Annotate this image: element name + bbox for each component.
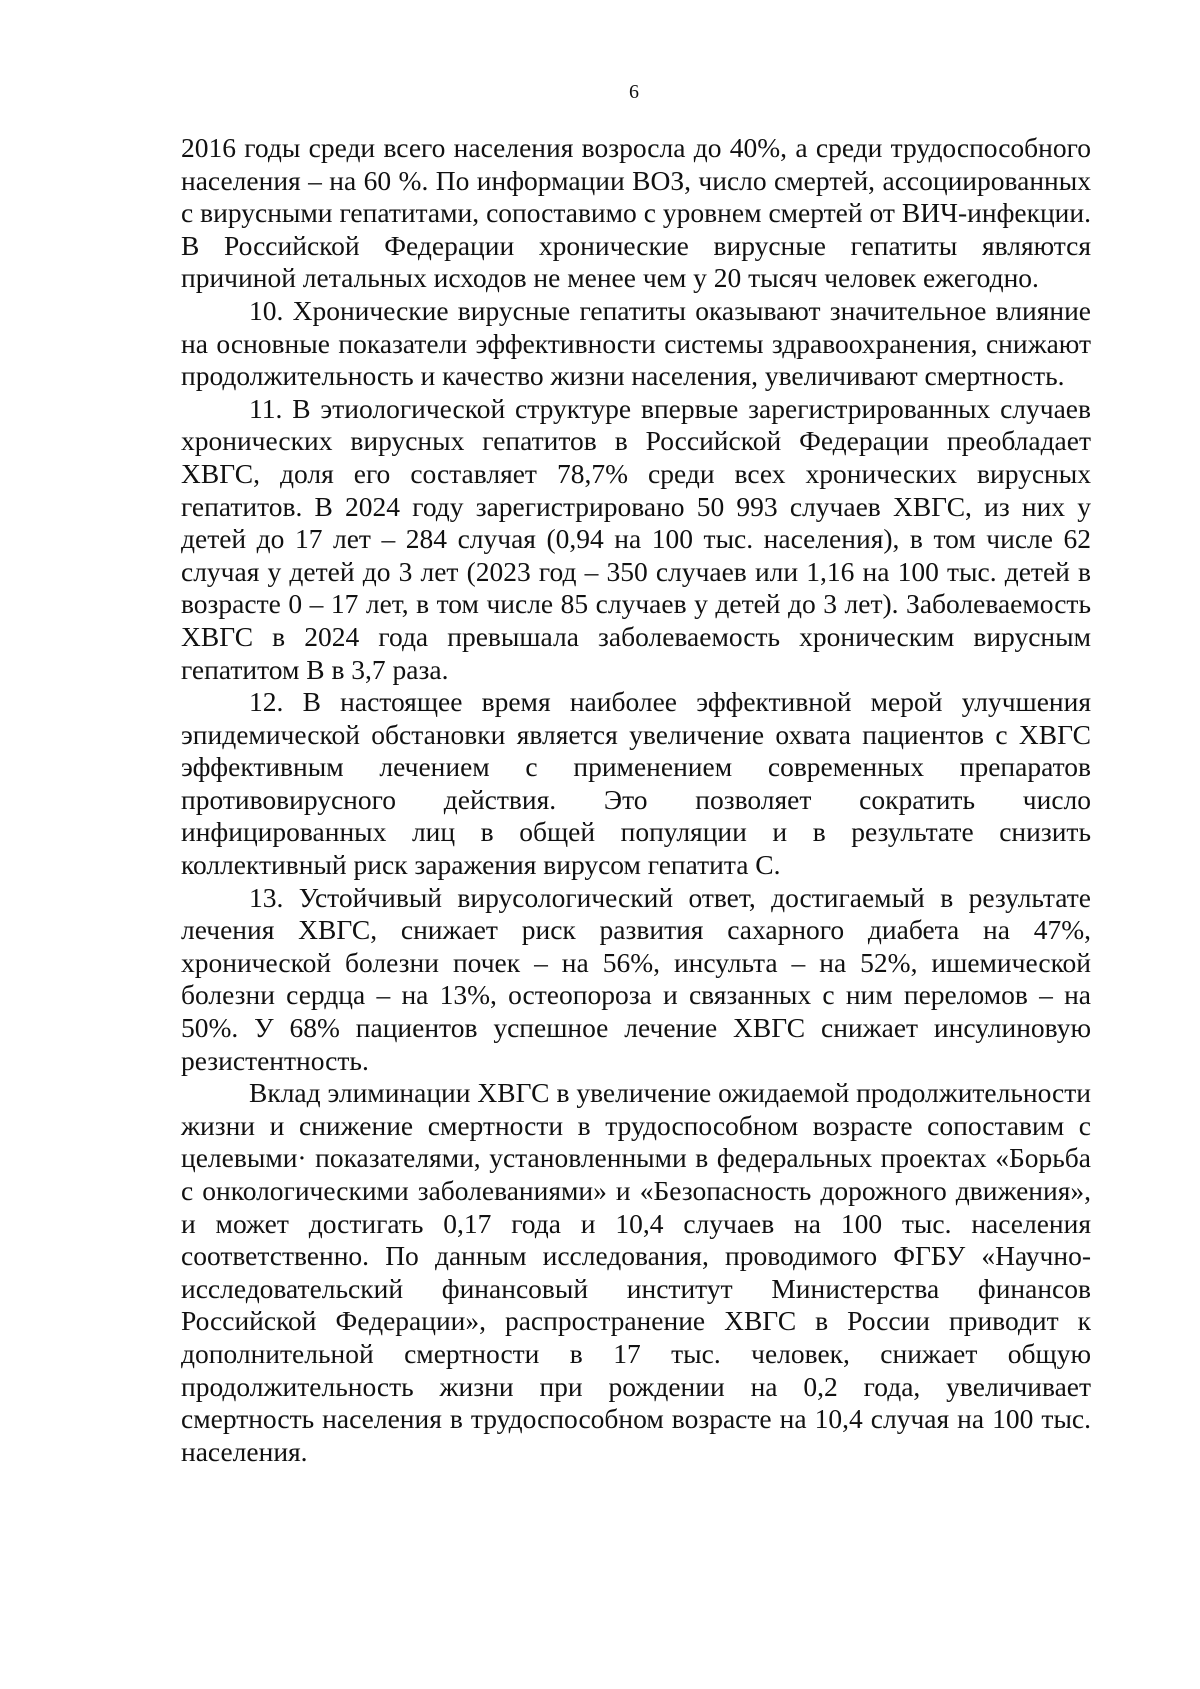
paragraph-11: 11. В этиологической структуре впервые зарегистрированных случаев хронических вирусных гепатитов в Российской Федерации преобладает ХВГС, доля его составляет 78,7% среди всех хронических вирусных гепатитов. В 2024 году зарегистрировано 50 993 случаев ХВГС, из них у детей до 17 лет – 284 случая (0,94 на 100 тыс. населения), в том числе 62 случая у детей до 3 лет (2023 год – 350 случаев или 1,16 на 100 тыс. детей в возрасте 0 – 17 лет, в том числе 85 случаев у детей до 3 лет). Заболеваемость ХВГС в 2024 года превышала заболеваемость хроническим вирусным гепатитом В в 3,7 раза. <box>181 392 1091 685</box>
paragraph-10: 10. Хронические вирусные гепатиты оказывают значительное влияние на основные показатели эффективности системы здравоохранения, снижают продолжительность и качество жизни населения, увеличивают смертность. <box>181 294 1091 392</box>
paragraph-elimination-contribution: Вклад элиминации ХВГС в увеличение ожидаемой продолжительности жизни и снижение смертности в трудоспособном возрасте сопоставим с целевыми· показателями, установленными в федеральных проектах «Борьба с онкологическими заболеваниями» и «Безопасность дорожного движения», и может достигать 0,17 года и 10,4 случаев на 100 тыс. населения соответственно. По данным исследования, проводимого ФГБУ «Научно-исследовательский финансовый институт Министерства финансов Российской Федерации», распространение ХВГС в России приводит к дополнительной смертности в 17 тыс. человек, снижает общую продолжительность жизни при рождении на 0,2 года, увеличивает смертность населения в трудоспособном возрасте на 10,4 случая на 100 тыс. населения. <box>181 1077 1091 1467</box>
paragraph-12: 12. В настоящее время наиболее эффективной мерой улучшения эпидемической обстановки является увеличение охвата пациентов с ХВГС эффективным лечением с применением современных препаратов противовирусного действия. Это позволяет сократить число инфицированных лиц в общей популяции и в результате снизить коллективный риск заражения вирусом гепатита С. <box>181 686 1091 881</box>
document-body <box>181 132 1091 1468</box>
paragraph-continuation: 2016 годы среди всего населения возросла до 40%, а среди трудоспособного населения – на 60 %. По информации ВОЗ, число смертей, ассоциированных с вирусными гепатитами, сопоставимо с уровнем смертей от ВИЧ-инфекции. В Российской Федерации хронические вирусные гепатиты являются причиной летальных исходов не менее чем у 20 тысяч человек ежегодно. <box>181 132 1091 294</box>
paragraph-13: 13. Устойчивый вирусологический ответ, достигаемый в результате лечения ХВГС, снижает риск развития сахарного диабета на 47%, хронической болезни почек – на 56%, инсульта – на 52%, ишемической болезни сердца – на 13%, остеопороза и связанных с ним переломов – на 50%. У 68% пациентов успешное лечение ХВГС снижает инсулиновую резистентность. <box>181 881 1091 1076</box>
page-number: 6 <box>629 81 639 103</box>
